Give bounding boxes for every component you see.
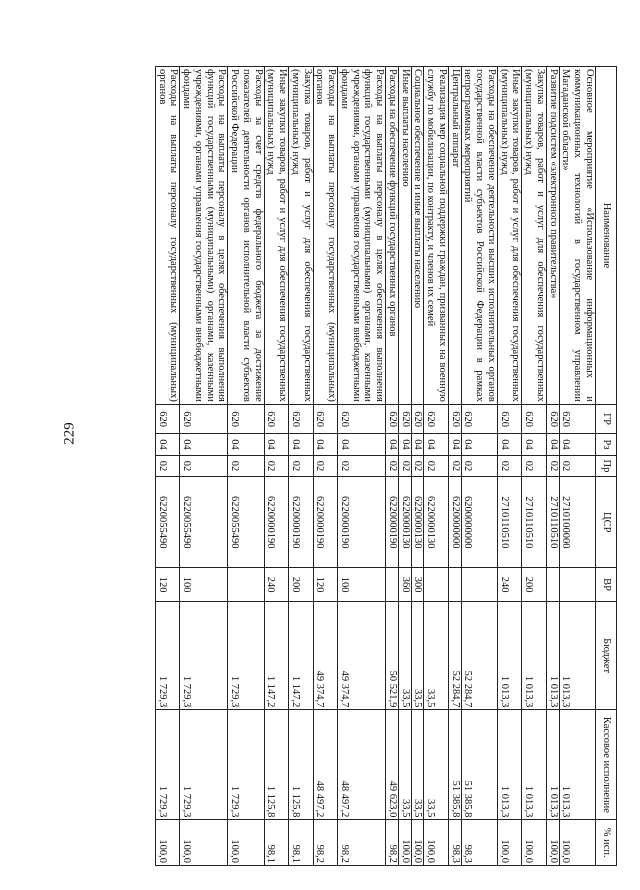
row-pr: 02 xyxy=(411,455,424,476)
table-row xyxy=(338,67,386,866)
row-gr: 620 xyxy=(313,404,338,433)
header-rz: Рз xyxy=(596,434,617,455)
row-percent: 100,0 xyxy=(522,820,547,866)
row-csr: 6220000130 xyxy=(399,477,412,568)
row-name: Расходы на выплаты персоналу государственных (муниципальных) органов xyxy=(156,67,181,405)
row-csr: 6220055490 xyxy=(228,477,264,568)
row-pr: 02 xyxy=(498,455,523,476)
row-pr: 02 xyxy=(156,455,181,476)
row-csr: 6220000190 xyxy=(386,477,399,568)
table-row xyxy=(156,67,181,866)
row-cash-execution: 33,5 xyxy=(411,710,424,820)
row-csr: 6220000190 xyxy=(338,477,386,568)
row-name: Реализация мер социальной поддержки граждан, призванных на военную службу по мобилизации, по контракту, и членов их семей xyxy=(424,67,449,405)
row-budget: 1 013,3 xyxy=(559,601,595,710)
row-name: Закупка товаров, работ и услуг для обеспечения государственных (муниципальных) нужд xyxy=(522,67,547,405)
row-gr: 620 xyxy=(386,404,399,433)
row-cash-execution: 48 497,2 xyxy=(313,710,338,820)
row-cash-execution: 51 385,8 xyxy=(449,710,462,820)
row-cash-execution: 1 729,3 xyxy=(156,710,181,820)
row-budget: 1 729,3 xyxy=(180,601,228,710)
row-vr: 200 xyxy=(522,568,547,602)
row-rz: 04 xyxy=(313,434,338,455)
row-pr: 02 xyxy=(449,455,462,476)
row-budget: 49 374,7 xyxy=(338,601,386,710)
row-cash-execution: 1 729,3 xyxy=(228,710,264,820)
row-rz: 04 xyxy=(449,434,462,455)
row-csr: 6220000130 xyxy=(424,477,449,568)
row-csr: 2710100000 xyxy=(559,477,595,568)
row-pr: 02 xyxy=(559,455,595,476)
row-name: Развитие подсистем «электронного правительства» xyxy=(547,67,560,405)
row-budget: 1 147,2 xyxy=(264,601,289,710)
row-csr: 6220055490 xyxy=(156,477,181,568)
row-rz: 04 xyxy=(498,434,523,455)
table-row xyxy=(386,67,399,866)
row-name: Расходы на выплаты персоналу в целях обеспечения выполнения функций государственными (муниципальными) органами, казенными учреждениями, органами управления государственными внебюджетными фондами xyxy=(180,67,228,405)
table-row xyxy=(522,67,547,866)
row-name: Расходы на выплаты персоналу государственных (муниципальных) органов xyxy=(313,67,338,405)
row-budget: 1 147,2 xyxy=(289,601,314,710)
row-cash-execution: 1 013,3 xyxy=(559,710,595,820)
row-pr: 02 xyxy=(264,455,289,476)
row-percent: 98,3 xyxy=(461,820,497,866)
row-vr: 240 xyxy=(498,568,523,602)
row-cash-execution: 49 623,0 xyxy=(386,710,399,820)
table-row xyxy=(559,67,595,866)
row-csr: 6200000000 xyxy=(461,477,497,568)
row-rz: 04 xyxy=(559,434,595,455)
row-gr: 620 xyxy=(180,404,228,433)
row-percent: 98,2 xyxy=(386,820,399,866)
row-rz: 04 xyxy=(461,434,497,455)
row-csr: 2710110510 xyxy=(547,477,560,568)
row-cash-execution: 1 013,3 xyxy=(498,710,523,820)
row-vr xyxy=(386,568,399,602)
row-csr: 2710110510 xyxy=(522,477,547,568)
header-csr: ЦСР xyxy=(596,477,617,568)
row-vr xyxy=(424,568,449,602)
budget-execution-table xyxy=(155,66,617,866)
table-row xyxy=(547,67,560,866)
row-vr: 360 xyxy=(399,568,412,602)
row-gr: 620 xyxy=(522,404,547,433)
row-vr xyxy=(461,568,497,602)
row-cash-execution: 1 013,3 xyxy=(522,710,547,820)
header-percent: % исп. xyxy=(596,820,617,866)
row-pr: 02 xyxy=(386,455,399,476)
row-percent: 100,0 xyxy=(411,820,424,866)
row-name: Основное мероприятие «Использование информационных и коммуникационных технологий в государственном управлении Магаданской области» xyxy=(559,67,595,405)
row-percent: 100,0 xyxy=(399,820,412,866)
header-vr: ВР xyxy=(596,568,617,602)
row-gr: 620 xyxy=(559,404,595,433)
table-row xyxy=(411,67,424,866)
row-vr xyxy=(547,568,560,602)
row-vr: 100 xyxy=(180,568,228,602)
table-row xyxy=(461,67,497,866)
table-row xyxy=(228,67,264,866)
row-gr: 620 xyxy=(411,404,424,433)
row-pr: 02 xyxy=(313,455,338,476)
row-vr xyxy=(449,568,462,602)
row-rz: 04 xyxy=(547,434,560,455)
row-gr: 620 xyxy=(399,404,412,433)
row-csr: 6220000190 xyxy=(313,477,338,568)
row-rz: 04 xyxy=(386,434,399,455)
row-pr: 02 xyxy=(228,455,264,476)
header-name: Наименование xyxy=(596,67,617,405)
row-name: Иные закупки товаров, работ и услуг для обеспечения государственных (муниципальных) нужд xyxy=(498,67,523,405)
row-percent: 98,2 xyxy=(313,820,338,866)
row-gr: 620 xyxy=(156,404,181,433)
row-gr: 620 xyxy=(449,404,462,433)
row-gr: 620 xyxy=(338,404,386,433)
row-budget: 1 729,3 xyxy=(228,601,264,710)
row-pr: 02 xyxy=(547,455,560,476)
row-rz: 04 xyxy=(399,434,412,455)
row-gr: 620 xyxy=(264,404,289,433)
row-rz: 04 xyxy=(180,434,228,455)
row-rz: 04 xyxy=(411,434,424,455)
header-budget: Бюджет xyxy=(596,601,617,710)
row-csr: 6220000130 xyxy=(411,477,424,568)
row-cash-execution: 51 385,8 xyxy=(461,710,497,820)
table-row xyxy=(289,67,314,866)
row-pr: 02 xyxy=(461,455,497,476)
table-row xyxy=(449,67,462,866)
row-pr: 02 xyxy=(180,455,228,476)
row-budget: 52 284,7 xyxy=(449,601,462,710)
row-gr: 620 xyxy=(424,404,449,433)
row-budget: 33,5 xyxy=(424,601,449,710)
row-vr: 120 xyxy=(313,568,338,602)
row-name: Иные выплаты населению xyxy=(399,67,412,405)
row-pr: 02 xyxy=(399,455,412,476)
table-body xyxy=(156,67,596,866)
row-percent: 98,1 xyxy=(264,820,289,866)
row-pr: 02 xyxy=(338,455,386,476)
row-csr: 6220000000 xyxy=(449,477,462,568)
row-gr: 620 xyxy=(289,404,314,433)
row-percent: 100,0 xyxy=(180,820,228,866)
row-percent: 100,0 xyxy=(547,820,560,866)
row-vr: 240 xyxy=(264,568,289,602)
row-name: Социальное обеспечение и иные выплаты населению xyxy=(411,67,424,405)
row-budget: 1 729,3 xyxy=(156,601,181,710)
row-rz: 04 xyxy=(228,434,264,455)
row-csr: 6220055490 xyxy=(180,477,228,568)
row-budget: 1 013,3 xyxy=(547,601,560,710)
row-percent: 100,0 xyxy=(228,820,264,866)
row-name: Расходы на выплаты персоналу в целях обеспечения выполнения функций государственными (муниципальными) органами, казенными учреждениями, органами управления государственными внебюджетными фондами xyxy=(338,67,386,405)
row-percent: 98,2 xyxy=(338,820,386,866)
row-budget: 1 013,3 xyxy=(498,601,523,710)
row-vr: 120 xyxy=(156,568,181,602)
row-name: Центральный аппарат xyxy=(449,67,462,405)
table-row xyxy=(498,67,523,866)
row-vr: 100 xyxy=(338,568,386,602)
table-row xyxy=(180,67,228,866)
row-cash-execution: 1 729,3 xyxy=(180,710,228,820)
row-cash-execution: 33,5 xyxy=(424,710,449,820)
row-vr xyxy=(559,568,595,602)
row-pr: 02 xyxy=(522,455,547,476)
row-name: Расходы на обеспечение функций государственных органов xyxy=(386,67,399,405)
row-percent: 98,1 xyxy=(289,820,314,866)
table-header-row xyxy=(596,67,617,866)
row-pr: 02 xyxy=(289,455,314,476)
row-cash-execution: 1 125,8 xyxy=(264,710,289,820)
row-gr: 620 xyxy=(547,404,560,433)
page-number: 229 xyxy=(61,422,78,445)
header-cash-execution: Кассовое исполнение xyxy=(596,710,617,820)
row-cash-execution: 1 125,8 xyxy=(289,710,314,820)
row-rz: 04 xyxy=(289,434,314,455)
row-rz: 04 xyxy=(522,434,547,455)
row-percent: 100,0 xyxy=(498,820,523,866)
row-gr: 620 xyxy=(498,404,523,433)
row-gr: 620 xyxy=(461,404,497,433)
row-cash-execution: 1 013,3 xyxy=(547,710,560,820)
row-csr: 6220000190 xyxy=(289,477,314,568)
row-name: Иные закупки товаров, работ и услуг для обеспечения государственных (муниципальных) нужд xyxy=(264,67,289,405)
row-budget: 33,5 xyxy=(411,601,424,710)
row-vr xyxy=(228,568,264,602)
row-rz: 04 xyxy=(338,434,386,455)
row-budget: 49 374,7 xyxy=(313,601,338,710)
row-vr: 200 xyxy=(289,568,314,602)
row-cash-execution: 33,5 xyxy=(399,710,412,820)
row-vr: 300 xyxy=(411,568,424,602)
row-csr: 2710110510 xyxy=(498,477,523,568)
row-rz: 04 xyxy=(156,434,181,455)
row-csr: 6220000190 xyxy=(264,477,289,568)
table-row xyxy=(264,67,289,866)
row-cash-execution: 48 497,2 xyxy=(338,710,386,820)
header-pr: Пр xyxy=(596,455,617,476)
row-percent: 100,0 xyxy=(424,820,449,866)
row-name: Расходы на обеспечение деятельности высших исполнительных органов государственной власти субъектов Российской Федерации в рамках непрограммных мероприятий xyxy=(461,67,497,405)
table-row xyxy=(424,67,449,866)
row-rz: 04 xyxy=(264,434,289,455)
row-pr: 02 xyxy=(424,455,449,476)
row-name: Расходы за счет средств федерального бюджета за достижение показателей деятельности органов исполнительной власти субъектов Российской Федерации xyxy=(228,67,264,405)
row-percent: 100,0 xyxy=(156,820,181,866)
row-percent: 100,0 xyxy=(559,820,595,866)
row-budget: 50 521,9 xyxy=(386,601,399,710)
header-gr: ГР xyxy=(596,404,617,433)
row-gr: 620 xyxy=(228,404,264,433)
row-rz: 04 xyxy=(424,434,449,455)
table-row xyxy=(399,67,412,866)
row-budget: 33,5 xyxy=(399,601,412,710)
row-budget: 52 284,7 xyxy=(461,601,497,710)
table-row xyxy=(313,67,338,866)
budget-table-sheet xyxy=(108,66,617,866)
row-name: Закупка товаров, работ и услуг для обеспечения государственных (муниципальных) нужд xyxy=(289,67,314,405)
row-budget: 1 013,3 xyxy=(522,601,547,710)
row-percent: 98,3 xyxy=(449,820,462,866)
